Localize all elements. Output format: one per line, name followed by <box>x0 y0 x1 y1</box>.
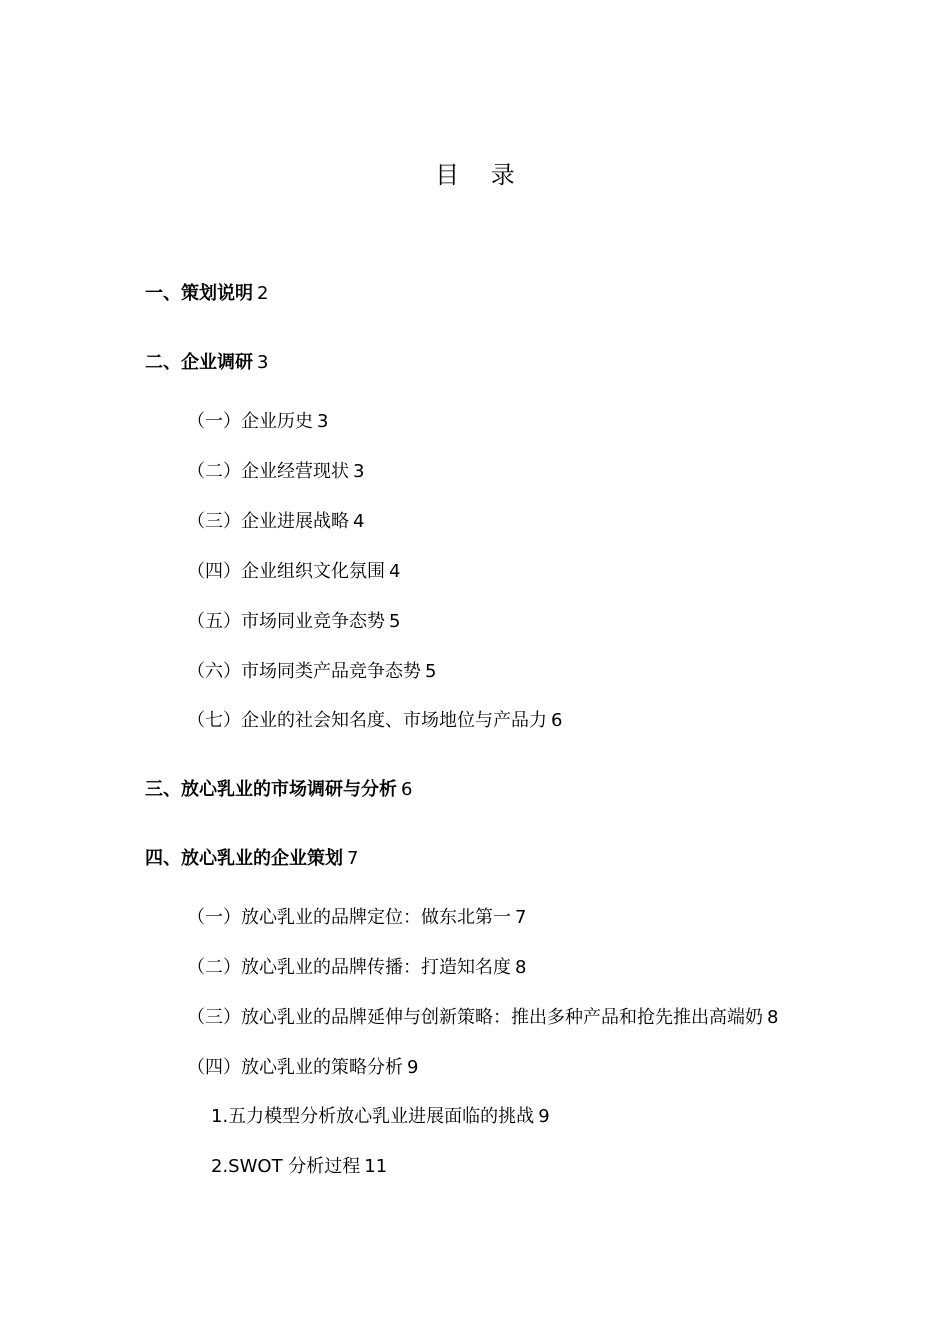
page-title: 目 录 <box>435 161 527 189</box>
toc-entry-page-number: 3 <box>353 461 365 482</box>
toc-entry-text: 四、放心乳业的企业策划 <box>145 848 343 869</box>
toc-entry-page-number: 3 <box>257 352 269 373</box>
toc-entry-2-7[interactable] <box>187 708 562 734</box>
toc-entry-4-4[interactable] <box>187 1055 418 1081</box>
toc-entry-page-number: 8 <box>515 957 527 978</box>
toc-entry-section-2[interactable] <box>145 350 268 376</box>
toc-entry-page-number: 4 <box>353 511 365 532</box>
toc-entry-page-number: 9 <box>407 1057 419 1078</box>
toc-entry-2-6[interactable] <box>187 659 436 685</box>
toc-entry-4-1[interactable] <box>187 905 526 931</box>
toc-entry-page-number: 7 <box>347 848 359 869</box>
toc-entry-text: （六）市场同类产品竞争态势 <box>187 661 421 682</box>
toc-entry-text: （一）企业历史 <box>187 411 313 432</box>
toc-entry-2-3[interactable] <box>187 509 364 535</box>
toc-entry-section-4[interactable] <box>145 846 358 872</box>
toc-entry-text: （四）企业组织文化氛围 <box>187 561 385 582</box>
toc-entry-page-number: 5 <box>389 611 401 632</box>
toc-entry-page-number: 6 <box>401 779 413 800</box>
toc-entry-page-number: 11 <box>364 1156 388 1177</box>
toc-entry-2-1[interactable] <box>187 409 328 435</box>
toc-entry-2-4[interactable] <box>187 559 400 585</box>
toc-entry-text: 三、放心乳业的市场调研与分析 <box>145 779 397 800</box>
toc-entry-4-2[interactable] <box>187 955 526 981</box>
toc-entry-text: （四）放心乳业的策略分析 <box>187 1057 403 1078</box>
toc-entry-text: （三）企业进展战略 <box>187 511 349 532</box>
toc-entry-page-number: 9 <box>538 1106 550 1127</box>
toc-entry-4-3[interactable] <box>187 1005 778 1031</box>
toc-entry-text: （三）放心乳业的品牌延伸与创新策略：推出多种产品和抢先推出高端奶 <box>187 1007 763 1028</box>
toc-entry-text: （二）企业经营现状 <box>187 461 349 482</box>
toc-entry-text: 一、策划说明 <box>145 283 253 304</box>
toc-entry-page-number: 2 <box>257 283 269 304</box>
toc-entry-text: 2.SWOT 分析过程 <box>211 1156 361 1177</box>
toc-entry-text: 1.五力模型分析放心乳业进展面临的挑战 <box>211 1106 535 1127</box>
toc-entry-4-4-1[interactable] <box>211 1104 550 1130</box>
toc-entry-2-2[interactable] <box>187 459 364 485</box>
toc-entry-page-number: 3 <box>317 411 329 432</box>
toc-entry-page-number: 5 <box>425 661 437 682</box>
toc-entry-page-number: 6 <box>551 710 563 731</box>
toc-entry-text: （二）放心乳业的品牌传播：打造知名度 <box>187 957 511 978</box>
toc-entry-page-number: 4 <box>389 561 401 582</box>
toc-entry-text: （五）市场同业竞争态势 <box>187 611 385 632</box>
toc-entry-text: （七）企业的社会知名度、市场地位与产品力 <box>187 710 547 731</box>
toc-entry-page-number: 8 <box>767 1007 779 1028</box>
toc-entry-section-3[interactable] <box>145 777 412 803</box>
toc-entry-2-5[interactable] <box>187 609 400 635</box>
toc-entry-text: 二、企业调研 <box>145 352 253 373</box>
toc-entry-text: （一）放心乳业的品牌定位：做东北第一 <box>187 907 511 928</box>
toc-entry-4-4-2[interactable] <box>211 1154 387 1180</box>
toc-entry-section-1[interactable] <box>145 281 268 307</box>
toc-entry-page-number: 7 <box>515 907 527 928</box>
